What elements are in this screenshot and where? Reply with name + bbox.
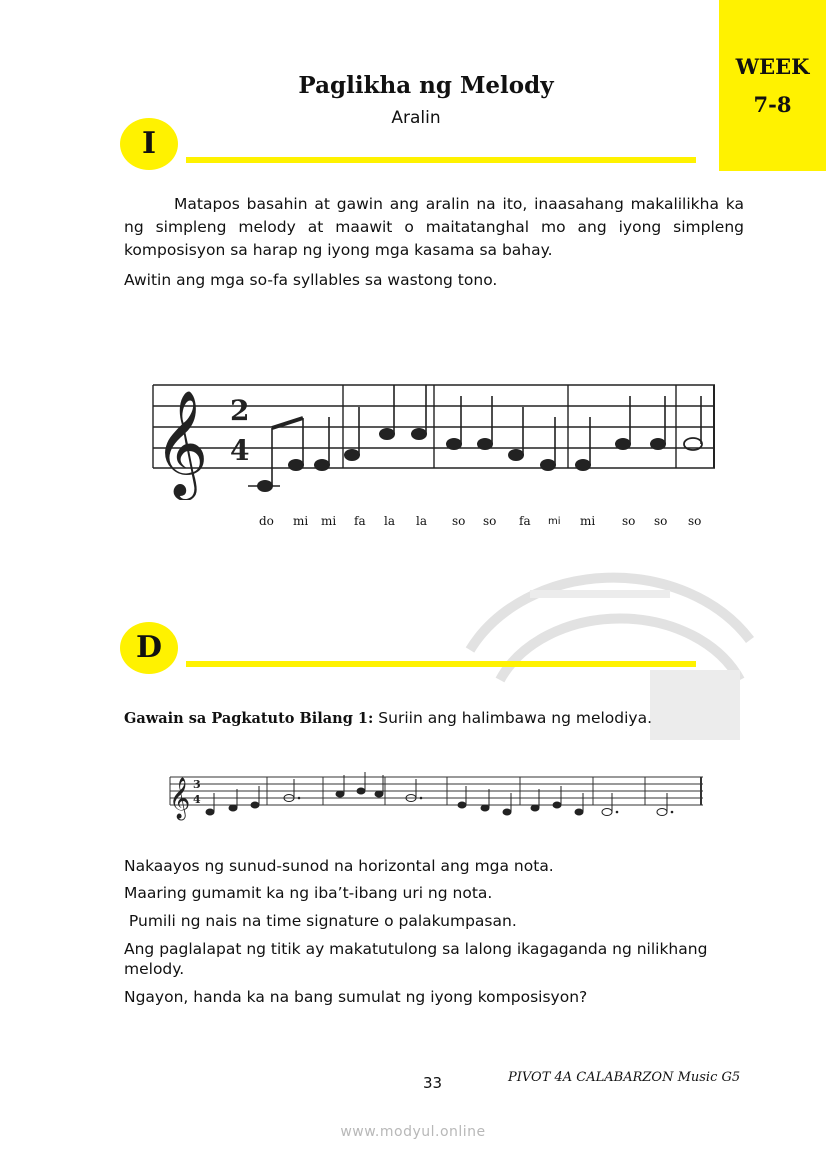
section-d-badge: D: [120, 622, 178, 674]
section-i-badge: I: [120, 118, 178, 170]
note-line: Ngayon, handa ka na bang sumulat ng iyong komposisyon?: [124, 988, 588, 1006]
faded-stamp-image: [380, 530, 760, 770]
activity-heading: [124, 708, 652, 729]
syllable: la: [416, 514, 427, 528]
time-sig-bottom: 4: [230, 434, 250, 467]
time-sig-top: 3: [193, 778, 201, 791]
syllable: la: [384, 514, 395, 528]
week-label: WEEK: [735, 54, 810, 79]
page-number: 33: [423, 1074, 443, 1092]
syllable: mi: [321, 514, 337, 528]
activity-title: Gawain sa Pagkatuto Bilang 1:: [124, 710, 374, 727]
section-i-rule: [186, 157, 696, 163]
page-subtitle: Aralin: [391, 108, 441, 128]
melody-score-2: [165, 762, 710, 822]
note-line: Pumili ng nais na time signature o palakumpasan.: [124, 912, 517, 930]
activity-instruction: Suriin ang halimbawa ng melodiya.: [378, 709, 653, 727]
note-line: Ang paglalapat ng titik ay makatutulong sa lalong ikagaganda ng nilikhang melody.: [124, 940, 708, 978]
syllable: so: [654, 514, 668, 528]
syllable: mi: [548, 516, 561, 527]
syllable: fa: [354, 514, 366, 528]
intro-paragraph: Matapos basahin at gawin ang aralin na ito, inaasahang makalilikha ka ng simpleng melody at maawit o maitatanghal mo ang iyong simpleng komposisyon sa harap ng iyong mga kasama sa bahay.: [124, 195, 744, 259]
footer-source: PIVOT 4A CALABARZON Music G5: [508, 1070, 741, 1085]
syllable: fa: [519, 514, 531, 528]
section-d-rule: [186, 661, 696, 667]
syllable: so: [452, 514, 466, 528]
treble-clef-icon: 𝄞: [154, 389, 209, 496]
time-sig-bottom: 4: [193, 793, 201, 806]
syllable: mi: [293, 514, 309, 528]
treble-clef-icon: 𝄞: [169, 778, 191, 819]
syllable: so: [483, 514, 497, 528]
page-title: Paglikha ng Melody: [298, 72, 554, 99]
watermark: www.modyul.online: [340, 1124, 486, 1140]
note-line: Nakaayos ng sunud-sunod na horizontal ang mga nota.: [124, 857, 554, 875]
note-line: Maaring gumamit ka ng iba’t-ibang uri ng nota.: [124, 884, 493, 902]
syllable: do: [259, 514, 274, 528]
syllable: mi: [580, 514, 596, 528]
week-range: 7-8: [753, 92, 792, 117]
time-sig-top: 2: [230, 394, 250, 427]
syllable: so: [622, 514, 636, 528]
week-badge: [719, 0, 826, 171]
syllable: so: [688, 514, 702, 528]
melody-score-1: [150, 380, 740, 500]
intro-instruction: Awitin ang mga so-fa syllables sa wastong tono.: [124, 271, 498, 289]
